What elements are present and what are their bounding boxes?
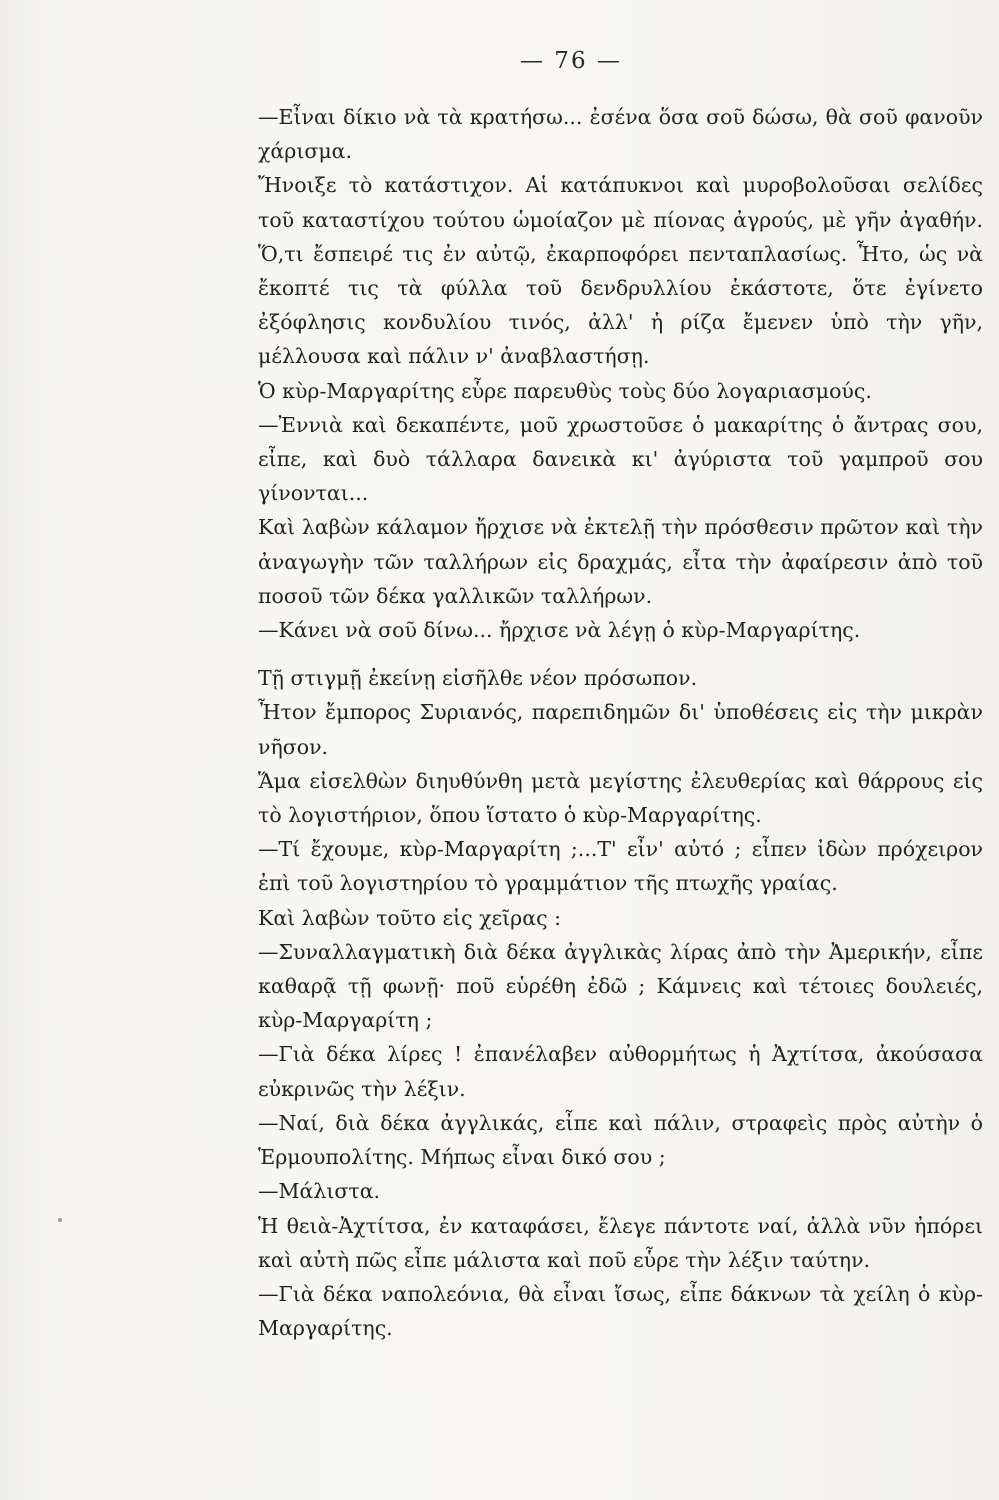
paragraph-17: —Γιὰ δέκα ναπολεόνια, θὰ εἶναι ἴσως, εἶπε δάκνων τὰ χείλη ὁ κὺρ-Μαργαρίτης.	[258, 1281, 983, 1341]
page-number: — 76 —	[520, 48, 622, 74]
paragraph-7: Τῇ στιγμῇ ἐκείνῃ εἰσῆλθε νέον πρόσωπον.	[258, 666, 698, 691]
paragraph-4: —Ἐννιὰ καὶ δεκαπέντε, μοῦ χρωστοῦσε ὁ μακαρίτης ὁ ἄντρας σου, εἶπε, καὶ δυὸ τάλλαρα δανεικὰ κι' ἀγύριστα τοῦ γαμπροῦ σου γίνονται...	[258, 412, 983, 506]
paragraph-3: Ὁ κὺρ-Μαργαρίτης εὗρε παρευθὺς τοὺς δύο λογαριασμούς.	[258, 378, 872, 403]
paragraph-6: —Κάνει νὰ σοῦ δίνω... ἤρχισε νὰ λέγῃ ὁ κὺρ-Μαργαρίτης.	[258, 618, 861, 643]
paragraph-13: —Γιὰ δέκα λίρες ! ἐπανέλαβεν αὐθορμήτως ἡ Ἀχτίτσα, ἀκούσασα εὐκρινῶς τὴν λέξιν.	[258, 1042, 983, 1101]
paragraph-9: Ἅμα εἰσελθὼν διηυθύνθη μετὰ μεγίστης ἐλευθερίας καὶ θάρρους εἰς τὸ λογιστήριον, ὅπου ἵστατο ὁ κὺρ-Μαργαρίτης.	[258, 768, 983, 828]
paragraph-1: —Εἶναι δίκιο νὰ τὰ κρατήσω... ἐσένα ὅσα σοῦ δώσω, θὰ σοῦ φανοῦν χάρισμα.	[258, 105, 983, 164]
paragraph-12: —Συναλλαγματικὴ διὰ δέκα ἀγγλικὰς λίρας ἀπὸ τὴν Ἀμερικήν, εἶπε καθαρᾷ τῇ φωνῇ· ποῦ εὑρέθη ἐδῶ ; Κάμνεις καὶ τέτοιες δουλειές, κὺρ-Μαργαρίτη ;	[258, 939, 983, 1033]
paragraph-2: Ἤνοιξε τὸ κατάστιχον. Αἱ κατάπυκνοι καὶ μυροβολοῦσαι σελίδες τοῦ καταστίχου τούτου ὡμοίαζον μὲ πίονας ἀγρούς, μὲ γῆν ἀγαθήν. Ὅ,τι ἔσπειρέ τις ἐν αὐτῷ, ἐκαρποφόρει πενταπλασίως. Ἦτο, ὡς νὰ ἔκοπτέ τις τὰ φύλλα τοῦ δενδρυλλίου ἑκάστοτε, ὅτε ἐγίνετο ἐξόφλησις κονδυλίου τινός, ἀλλ' ἡ ρίζα ἔμενεν ὑπὸ τὴν γῆν, μέλλουσα καὶ πάλιν ν' ἀναβλαστήσῃ.	[258, 173, 983, 369]
paragraph-14: —Ναί, διὰ δέκα ἀγγλικάς, εἶπε καὶ πάλιν, στραφεὶς πρὸς αὐτὴν ὁ Ἑρμουπολίτης. Μήπως εἶναι δικό σου ;	[258, 1110, 983, 1170]
paragraph-8: Ἦτον ἔμπορος Συριανός, παρεπιδημῶν δι' ὑποθέσεις εἰς τὴν μικρὰν νῆσον.	[258, 700, 983, 759]
body-text	[258, 100, 983, 1345]
paragraph-15: —Μάλιστα.	[258, 1179, 381, 1204]
paragraph-5: Καὶ λαβὼν κάλαμον ἤρχισε νὰ ἐκτελῇ τὴν πρόσθεσιν πρῶτον καὶ τὴν ἀναγωγὴν τῶν ταλλήρων εἰς δραχμάς, εἶτα τὴν ἀφαίρεσιν ἀπὸ τοῦ ποσοῦ τῶν δέκα γαλλικῶν ταλλήρων.	[258, 515, 983, 608]
paragraph-11: Καὶ λαβὼν τοῦτο εἰς χεῖρας :	[258, 905, 561, 930]
paragraph-16: Ἡ θειὰ-Ἀχτίτσα, ἐν καταφάσει, ἔλεγε πάντοτε ναί, ἀλλὰ νῦν ἠπόρει καὶ αὐτὴ πῶς εἶπε μάλιστα καὶ ποῦ εὗρε τὴν λέξιν ταύτην.	[258, 1213, 983, 1272]
paper-speck	[58, 1218, 62, 1222]
paragraph-10: —Τί ἔχουμε, κὺρ-Μαργαρίτη ;...Τ' εἶν' αὐτό ; εἶπεν ἰδὼν πρόχειρον ἐπὶ τοῦ λογιστηρίου τὸ γραμμάτιον τῆς πτωχῆς γραίας.	[258, 837, 983, 896]
